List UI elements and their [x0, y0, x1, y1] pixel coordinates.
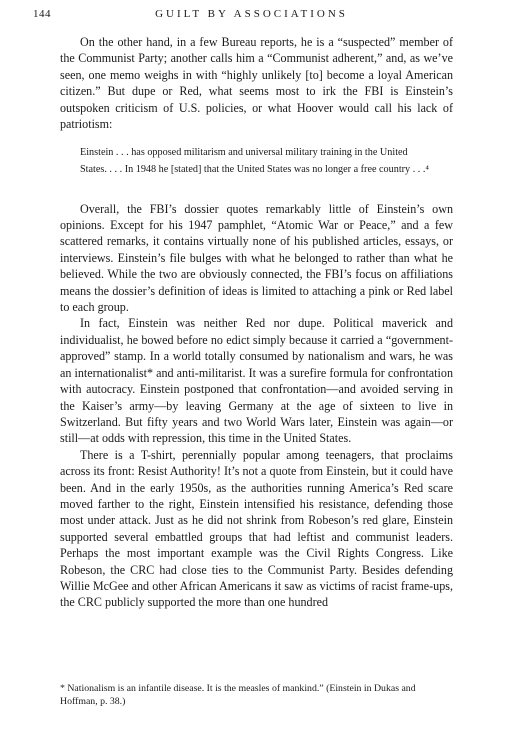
footnote: * Nationalism is an infantile disease. It is the measles of mankind.” (Einstein in Dukas and Hoffman, p. 38.)	[60, 683, 416, 707]
paragraph-3: In fact, Einstein was neither Red nor dupe. Political maverick and individualist, he bowed before no edict simply because it carried a “government-approved” stamp. In a world totally consumed by nationalism and wars, he was an internationalist* and anti-militarist. It was a surefire formula for confrontation with autocracy. Einstein postponed that confrontation—and avoided serving in the Kaiser’s army—by leaving Germany at the age of sixteen to live in Switzerland. But fifty years and two World Wars later, Einstein was again—or still—at odds with repression, this time in the United States.	[60, 316, 453, 446]
block-quote: Einstein . . . has opposed militarism and universal military training in the United States. . . . In 1948 he [stated] that the United States was no longer a free country . . .⁴	[80, 147, 429, 176]
running-title: GUILT BY ASSOCIATIONS	[155, 8, 348, 20]
page-number: 144	[33, 8, 51, 20]
running-header	[33, 8, 470, 26]
body-text	[60, 34, 453, 611]
paragraph-2: Overall, the FBI’s dossier quotes remarkably little of Einstein’s own opinions. Except for his 1947 pamphlet, “Atomic War or Peace,” and a few scattered remarks, it contains virtually none of his published articles, essays, or interviews. Einstein’s file bulges with what he belonged to rather than what he believed. While the two are obviously connected, the FBI’s focus on affiliations means the dossier’s definition of ideas is limited to attaching a pink or Red label to each group.	[60, 201, 453, 315]
paragraph-4: There is a T-shirt, perennially popular among teenagers, that proclaims across its front: Resist Authority! It’s not a quote from Einstein, but it could have been. And in the early 1950s, as the authorities running America’s Red scare moved farther to the right, Einstein intensified his resistance, defending those most under attack. Just as he did not shrink from Robeson’s red glare, Einstein supported several embattled groups that had leftist and communist leaders. Perhaps the most important example was the Civil Rights Congress. Like Robeson, the CRC had close ties to the Communist Party. Besides defending Willie McGee and other African Americans it saw as victims of racist frame-ups, the CRC publicly supported the more than one hundred	[60, 447, 453, 610]
paragraph-1: On the other hand, in a few Bureau reports, he is a “suspected” member of the Communist Party; another calls him a “Communist adherent,” and, as we’ve seen, one memo weighs in with “highly unlikely [to] become a loyal American citizen.” But dupe or Red, what seems most to irk the FBI is Einstein’s outspoken criticism of U.S. policies, or what Hoover would call his lack of patriotism:	[60, 35, 453, 132]
